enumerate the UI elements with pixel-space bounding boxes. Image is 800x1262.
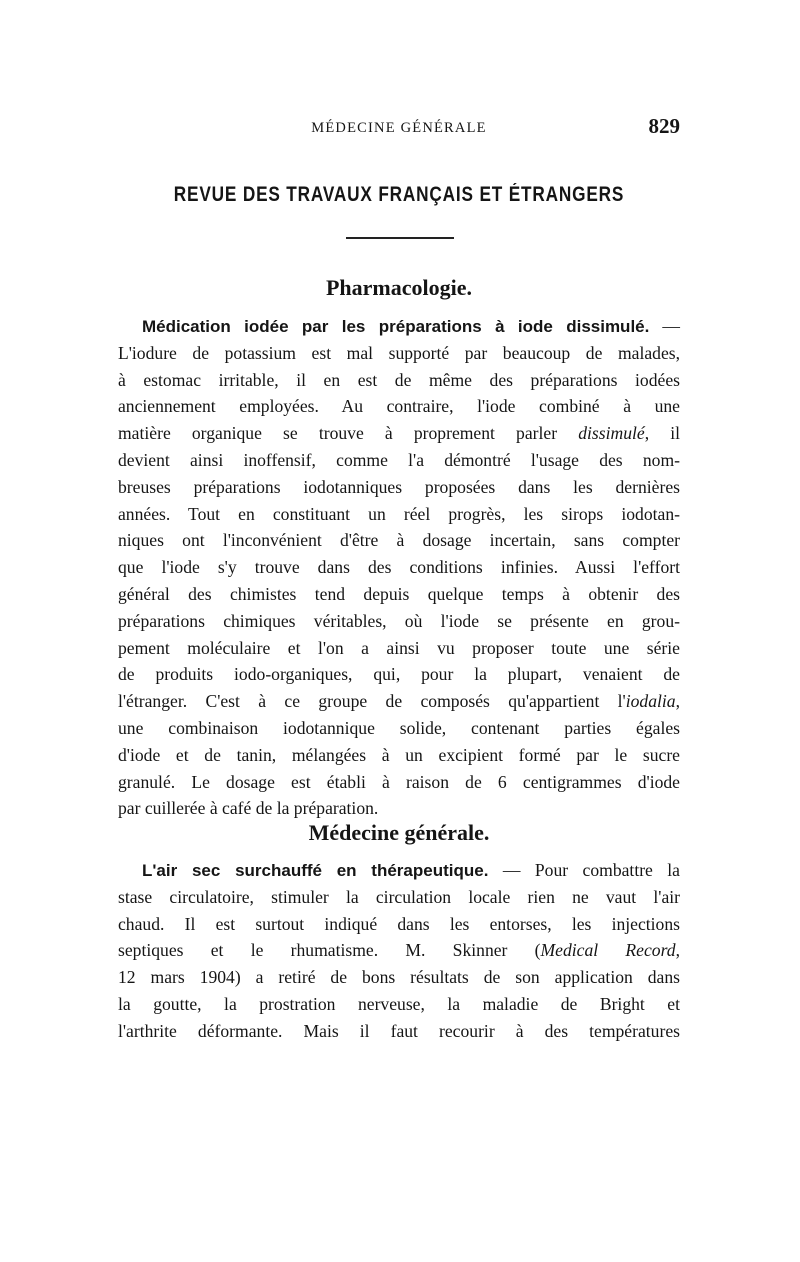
article-title: L'air sec surchauffé en thérapeutique. — [142, 861, 489, 880]
page-header — [118, 112, 680, 146]
italic-term: dissimulé — [578, 423, 645, 444]
text-line: années. Tout en constituant un réel progrès, les sirops iodotan- — [118, 503, 680, 524]
paragraph-pharmacologie — [118, 313, 680, 822]
article-title: Médication iodée par les préparations à iode dissimulé. — [142, 317, 650, 336]
text-line: stase circulatoire, stimuler la circulation locale rien ne vaut l'air — [118, 886, 680, 907]
text-line: septiques et le rhumatisme. M. Skinner (Medical Record, — [118, 940, 680, 961]
text-line: anciennement employées. Au contraire, l'iode combiné à une — [118, 396, 680, 417]
text-line: pement moléculaire et l'on a ainsi vu proposer toute une série — [118, 637, 680, 658]
text-line: 12 mars 1904) a retiré de bons résultats de son application dans — [118, 967, 680, 988]
text-line: par cuillerée à café de la préparation. — [118, 798, 379, 819]
main-title: REVUE DES TRAVAUX FRANÇAIS ET ÉTRANGERS — [173, 183, 625, 206]
paragraph-medecine — [118, 857, 680, 1045]
text-line: une combinaison iodotannique solide, contenant parties égales — [118, 717, 680, 738]
text-line: breuses préparations iodotanniques proposées dans les dernières — [118, 476, 680, 497]
section-heading-medecine: Médecine générale. — [308, 820, 490, 845]
running-head: MÉDECINE GÉNÉRALE — [311, 120, 487, 136]
text-line: chaud. Il est surtout indiqué dans les entorses, les injections — [118, 913, 680, 934]
text-line: à estomac irritable, il en est de même des préparations iodées — [118, 369, 680, 390]
section-heading-pharmacologie: Pharmacologie. — [325, 275, 473, 300]
text-line: L'iodure de potassium est mal supporté par beaucoup de malades, — [118, 342, 680, 363]
text-line: granulé. Le dosage est établi à raison de 6 centigrammes d'iode — [118, 771, 680, 792]
text-line: devient ainsi inoffensif, comme l'a démontré l'usage des nom- — [118, 449, 680, 470]
text-line: l'arthrite déformante. Mais il faut recourir à des températures — [118, 1020, 680, 1041]
text-line: matière organique se trouve à proprement parler dissimulé, il — [118, 423, 680, 444]
page-number: 829 — [648, 114, 680, 138]
title-divider — [346, 237, 454, 239]
text-line: Médication iodée par les préparations à iode dissimulé. — — [142, 316, 680, 336]
text-line: général des chimistes tend depuis quelque temps à obtenir des — [118, 583, 680, 604]
text-line: niques ont l'inconvénient d'être à dosage incertain, sans compter — [118, 530, 680, 551]
text-line: la goutte, la prostration nerveuse, la maladie de Bright et — [118, 993, 680, 1014]
text-line: que l'iode s'y trouve dans des conditions infinies. Aussi l'effort — [118, 557, 680, 578]
italic-term: Medical Record — [540, 940, 676, 961]
italic-term: iodalia — [625, 691, 676, 712]
text-line: de produits iodo-organiques, qui, pour la plupart, venaient de — [118, 664, 680, 685]
text-line: L'air sec surchauffé en thérapeutique. — Pour combattre la — [142, 860, 680, 880]
text-line: préparations chimiques véritables, où l'iode se présente en grou- — [118, 610, 680, 631]
text-line: d'iode et de tanin, mélangées à un excipient formé par le sucre — [118, 744, 680, 765]
text-line: l'étranger. C'est à ce groupe de composés qu'appartient l'iodalia, — [118, 691, 680, 712]
